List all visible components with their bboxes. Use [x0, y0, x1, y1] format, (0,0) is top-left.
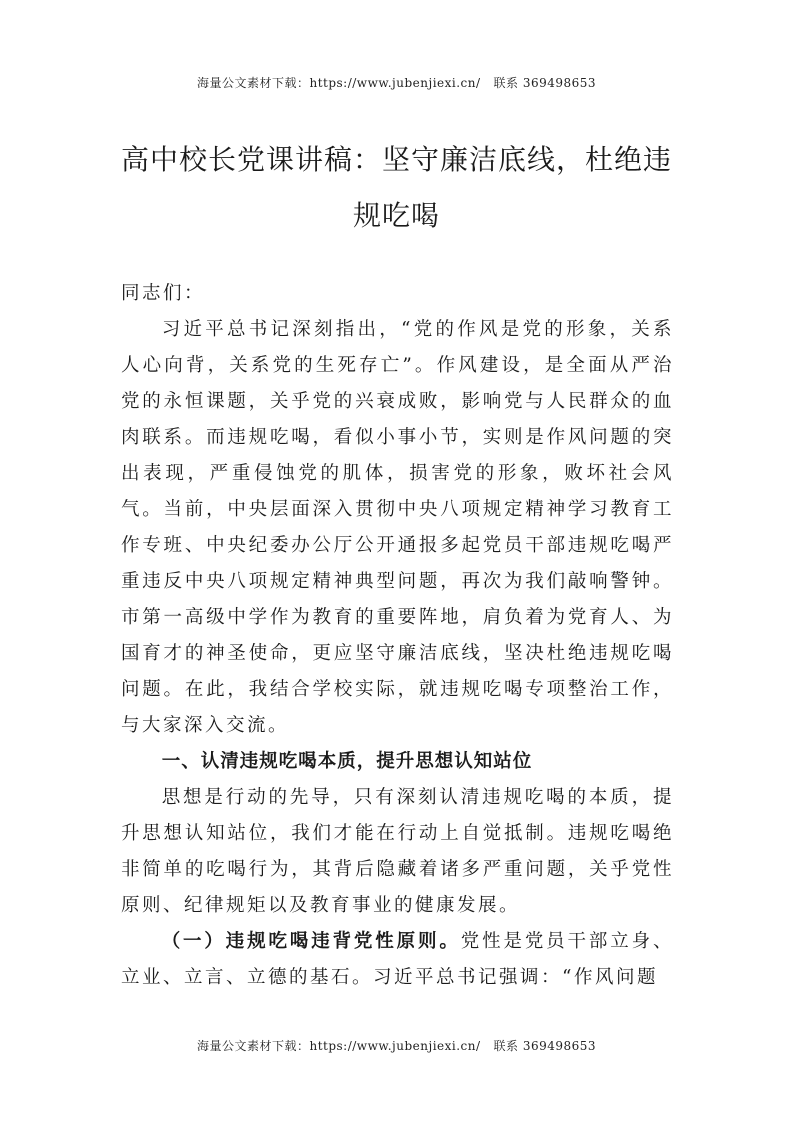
section-heading-1: 一、认清违规吃喝本质，提升思想认知站位 — [161, 751, 533, 772]
subsection-heading-1: （一）违规吃喝违背党性原则。 — [161, 931, 461, 952]
page-header — [0, 74, 793, 91]
header-contact: 联系 369498653 — [493, 76, 597, 90]
subsection-text-1: 党性是党员干部立身、立业、立言、立德的基石。习近平总书记强调：“作风问题 — [121, 931, 674, 988]
document-title: 高中校长党课讲稿：坚守廉洁底线，杜绝违规吃喝 — [120, 143, 672, 232]
paragraph-intro: 习近平总书记深刻指出，“党的作风是党的形象，关系人心向背，关系党的生死存亡”。作风建设，是全面从严治党的永恒课题，关乎党的兴衰成败，影响党与人民群众的血肉联系。而违规吃喝，看似小事小节，实则是作风问题的突出表现，严重侵蚀党的肌体，损害党的形象，败坏社会风气。当前，中央层面深入贯彻中央八项规定精神学习教育工作专班、中央纪委办公厅公开通报多起党员干部违规吃喝严重违反中央八项规定精神典型问题，再次为我们敲响警钟。市第一高级中学作为教育的重要阵地，肩负着为党育人、为国育才的神圣使命，更应坚守廉洁底线，坚决杜绝违规吃喝问题。在此，我结合学校实际，就违规吃喝专项整治工作，与大家深入交流。 — [121, 319, 674, 736]
footer-label: 海量公文素材下载： — [196, 1039, 310, 1053]
footer-url[interactable]: https://www.jubenjiexi.cn/ — [309, 1039, 481, 1053]
footer-contact: 联系 369498653 — [493, 1039, 597, 1053]
paragraph-section-1: 思想是行动的先导，只有深刻认清违规吃喝的本质，提升思想认知站位，我们才能在行动上自觉抵制。违规吃喝绝非简单的吃喝行为，其背后隐藏着诸多严重问题，关乎党性原则、纪律规矩以及教育事业的健康发展。 — [121, 787, 674, 916]
header-url[interactable]: https://www.jubenjiexi.cn/ — [309, 76, 481, 90]
document-body — [121, 276, 674, 996]
salutation: 同志们： — [121, 283, 206, 304]
page-footer — [0, 1037, 793, 1054]
paragraph-subsection-1 — [121, 924, 674, 996]
header-label: 海量公文素材下载： — [196, 76, 310, 90]
